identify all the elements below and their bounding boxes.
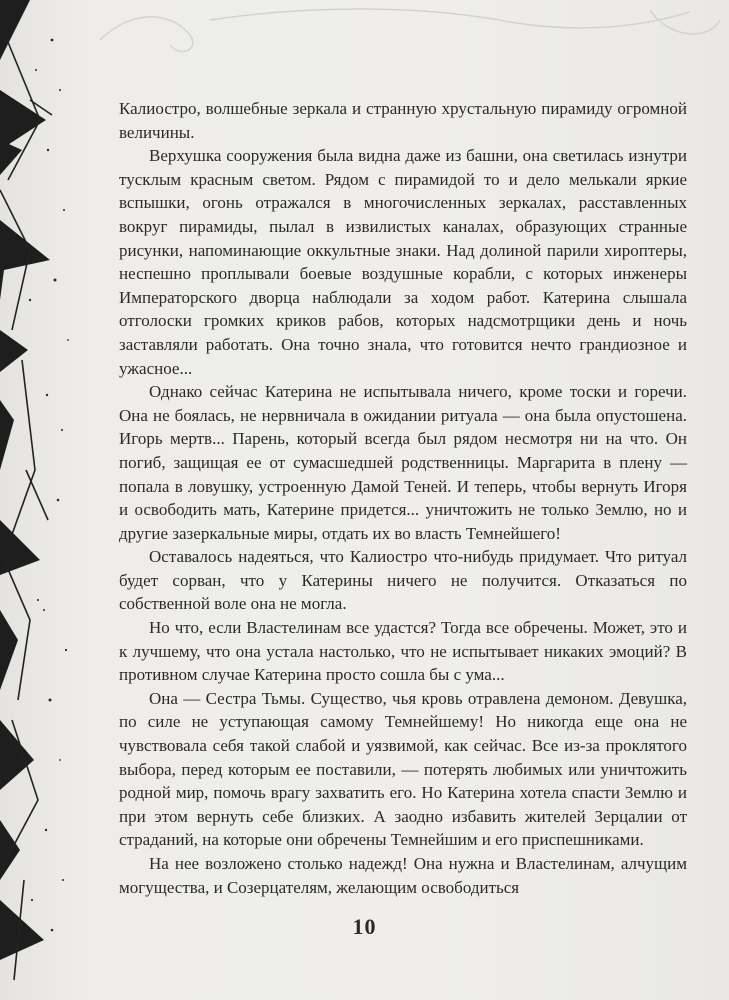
paragraph: Верхушка сооружения была видна даже из башни, она светилась изнутри тусклым красным светом. Рядом с пирамидой то и дело мелькали яркие вспышки, огонь отражался в многочисленных зеркалах, расставленных вокруг пирамиды, пылал в извилистых каналах, образующих странные рисунки, напоминающие оккультные знаки. Над долиной парили хироптеры, неспешно проплывали боевые воздушные корабли, с которых инженеры Императорского дворца наблюдали за ходом работ. Катерина слышала отголоски громких криков рабов, которых надсмотрщики день и ночь заставляли работать. Она точно знала, что готовится нечто грандиозное и ужасное... bbox=[119, 146, 687, 378]
paragraph: Она — Сестра Тьмы. Существо, чья кровь отравлена демоном. Девушка, по силе не уступающая самому Темнейшему! Но никогда еще она не чувствовала себя такой слабой и уязвимой, как сейчас. Все из-за проклятого выбора, перед которым ее поставили, — потерять любимых или уничтожить родной мир, помочь врагу захватить его. Но Катерина хотела спасти Землю и при этом вернуть себе близких. А заодно избавить жителей Зерцалии от страданий, на которые они обречены Темнейшим и его приспешниками. bbox=[119, 688, 687, 850]
body-text bbox=[119, 97, 687, 899]
paragraph: Оставалось надеяться, что Калиостро что-нибудь придумает. Что ритуал будет сорван, что у Катерины ничего не получится. Отказаться по собственной воле она не могла. bbox=[119, 547, 687, 614]
paragraph: Калиостро, волшебные зеркала и странную хрустальную пирамиду огромной величины. bbox=[119, 99, 687, 142]
paragraph: Но что, если Властелинам все удастся? Тогда все обречены. Может, это и к лучшему, что она устала настолько, что не испытывает никаких эмоций? В противном случае Катерина просто сошла бы с ума... bbox=[119, 618, 687, 685]
paragraph: Однако сейчас Катерина не испытывала ничего, кроме тоски и горечи. Она не боялась, не нервничала в ожидании ритуала — она была опустошена. Игорь мертв... Парень, который всегда был рядом несмотря ни на что. Он погиб, защищая ее от сумасшедшей родственницы. Маргарита в плену — попала в ловушку, устроенную Дамой Теней. И теперь, чтобы вернуть Игоря и освободить мать, Катерине придется... уничтожить не только Землю, но и другие зазеркальные миры, отдать их во власть Темнейшего! bbox=[119, 382, 687, 543]
page-number: 10 bbox=[352, 914, 377, 939]
ornament-decoration bbox=[90, 0, 729, 70]
paragraph: На нее возложено столько надежд! Она нужна и Властелинам, алчущим могущества, и Созерцателям, желающим освободиться bbox=[119, 854, 687, 897]
ink-splatter-decoration bbox=[0, 0, 80, 1000]
